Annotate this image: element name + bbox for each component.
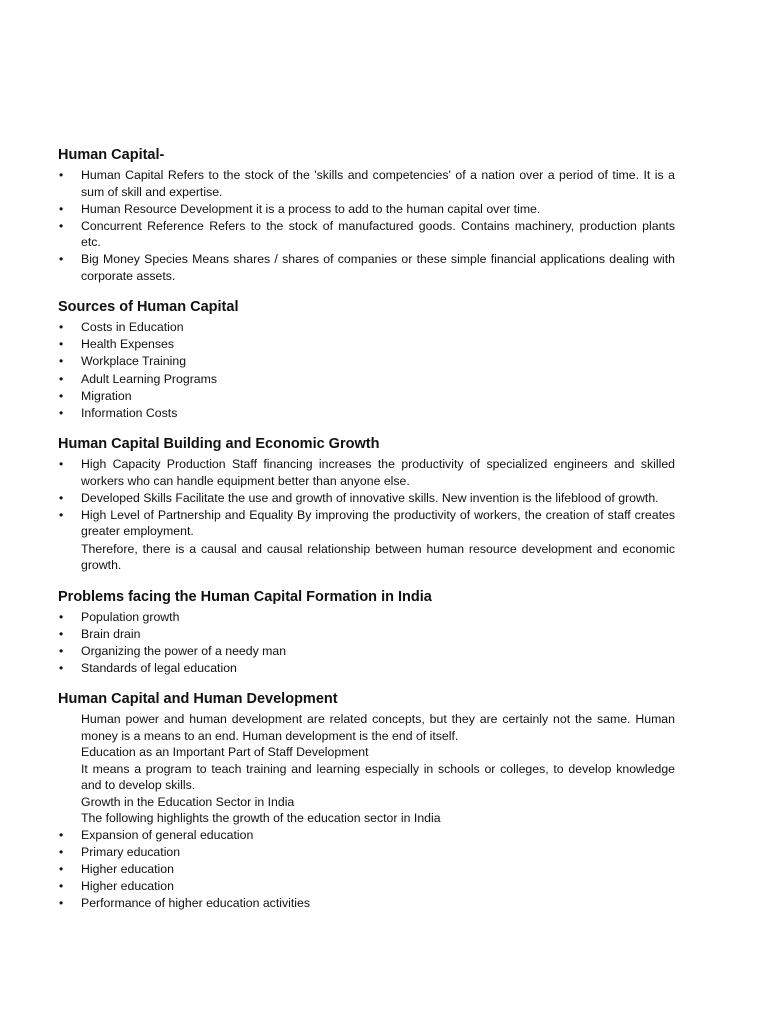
paragraph: Growth in the Education Sector in India <box>81 794 295 809</box>
list-item <box>58 861 675 878</box>
section-heading: Sources of Human Capital <box>58 299 239 316</box>
bullet-icon: • <box>59 457 64 472</box>
list-item <box>58 353 675 370</box>
section-problems-formation <box>58 588 675 677</box>
list-item <box>58 319 675 336</box>
list-item <box>58 643 675 660</box>
bullet-icon: • <box>59 388 64 403</box>
bullet-icon: • <box>59 490 64 505</box>
list-item-text: Big Money Species Means shares / shares of companies or these simple financial applications dealing with corporate assets. <box>81 252 675 283</box>
list-item-text: Costs in Education <box>81 320 184 335</box>
bullet-list <box>58 609 675 677</box>
list-item <box>58 251 675 284</box>
bullet-icon: • <box>59 626 64 641</box>
list-item-text: Migration <box>81 388 132 403</box>
list-item-text: High Level of Partnership and Equality By improving the productivity of workers, the creation of staff creates greater employment. <box>81 507 675 539</box>
bullet-icon: • <box>59 862 64 876</box>
list-item <box>58 336 675 353</box>
paragraph: Education as an Important Part of Staff Development <box>81 745 369 760</box>
list-item-text: Standards of legal education <box>81 660 237 675</box>
bullet-icon: • <box>59 354 64 369</box>
bullet-list <box>58 167 675 284</box>
list-item-text: High Capacity Production Staff financing increases the productivity of specialized engineers and skilled workers who can handle equipment better than anyone else. <box>81 457 675 488</box>
list-item-text: Information Costs <box>81 405 178 420</box>
bullet-icon: • <box>59 218 64 233</box>
list-item-text: Human Resource Development it is a process to add to the human capital over time. <box>81 201 541 216</box>
list-item-text: Health Expenses <box>81 337 174 352</box>
document-content <box>58 146 675 926</box>
list-item-text: Performance of higher education activities <box>81 896 310 911</box>
section-human-capital <box>58 146 675 284</box>
list-item-text: Concurrent Reference Refers to the stock of manufactured goods. Contains machinery, production plants etc. <box>81 218 675 250</box>
bullet-icon: • <box>59 252 64 267</box>
list-item-text: Workplace Training <box>81 354 187 369</box>
list-item-text: Adult Learning Programs <box>81 371 218 386</box>
bullet-icon: • <box>59 320 64 335</box>
list-item-text: Higher education <box>81 879 174 894</box>
bullet-icon: • <box>59 609 64 624</box>
paragraph: The following highlights the growth of the education sector in India <box>81 811 441 826</box>
section-note: Therefore, there is a causal and causal relationship between human resource development and economic growth. <box>81 541 675 573</box>
list-item <box>58 878 675 895</box>
bullet-icon: • <box>59 844 64 859</box>
list-item <box>58 844 675 861</box>
bullet-icon: • <box>59 896 64 911</box>
section-capital-and-development <box>58 690 675 911</box>
list-item-text: Human Capital Refers to the stock of the 'skills and competencies' of a nation over a period of time. It is a sum of skill and expertise. <box>81 168 675 199</box>
list-item-text: Primary education <box>81 844 181 859</box>
list-item <box>58 388 675 405</box>
section-heading: Human Capital Building and Economic Growth <box>58 436 380 453</box>
list-item <box>58 626 675 643</box>
list-item <box>58 371 675 388</box>
bullet-icon: • <box>59 371 64 386</box>
section-heading: Human Capital and Human Development <box>58 691 338 708</box>
list-item <box>58 660 675 677</box>
list-item <box>58 507 675 540</box>
bullet-icon: • <box>59 879 64 894</box>
list-item <box>58 490 675 507</box>
paragraph: Human power and human development are related concepts, but they are certainly not the same. Human money is a means to an end. Human development is the end of itself. <box>81 712 675 743</box>
section-capital-building-growth <box>58 435 675 573</box>
bullet-icon: • <box>59 337 64 352</box>
paragraph: It means a program to teach training and learning especially in schools or colleges, to develop knowledge and to develop skills. <box>81 761 675 793</box>
list-item <box>58 405 675 422</box>
list-item-text: Expansion of general education <box>81 827 254 842</box>
bullet-list <box>58 456 675 540</box>
bullet-icon: • <box>59 201 64 216</box>
list-item-text: Higher education <box>81 862 174 876</box>
list-item <box>58 609 675 626</box>
bullet-icon: • <box>59 827 64 842</box>
list-item-text: Brain drain <box>81 626 141 641</box>
bullet-icon: • <box>59 643 64 658</box>
bullet-list <box>58 827 675 912</box>
list-item <box>58 827 675 844</box>
list-item-text: Organizing the power of a needy man <box>81 643 287 658</box>
section-heading: Problems facing the Human Capital Formation in India <box>58 588 432 605</box>
list-item-text: Population growth <box>81 609 180 624</box>
bullet-icon: • <box>59 405 64 420</box>
list-item-text: Developed Skills Facilitate the use and growth of innovative skills. New invention is the lifeblood of growth. <box>81 490 659 505</box>
bullet-icon: • <box>59 507 64 522</box>
list-item <box>58 218 675 251</box>
list-item <box>58 167 675 200</box>
list-item <box>58 201 675 218</box>
list-item <box>58 456 675 489</box>
list-item <box>58 895 675 912</box>
bullet-list <box>58 319 675 421</box>
bullet-icon: • <box>59 168 64 182</box>
bullet-icon: • <box>59 660 64 675</box>
section-sources-of-human-capital <box>58 298 675 421</box>
section-heading: Human Capital- <box>58 147 165 163</box>
